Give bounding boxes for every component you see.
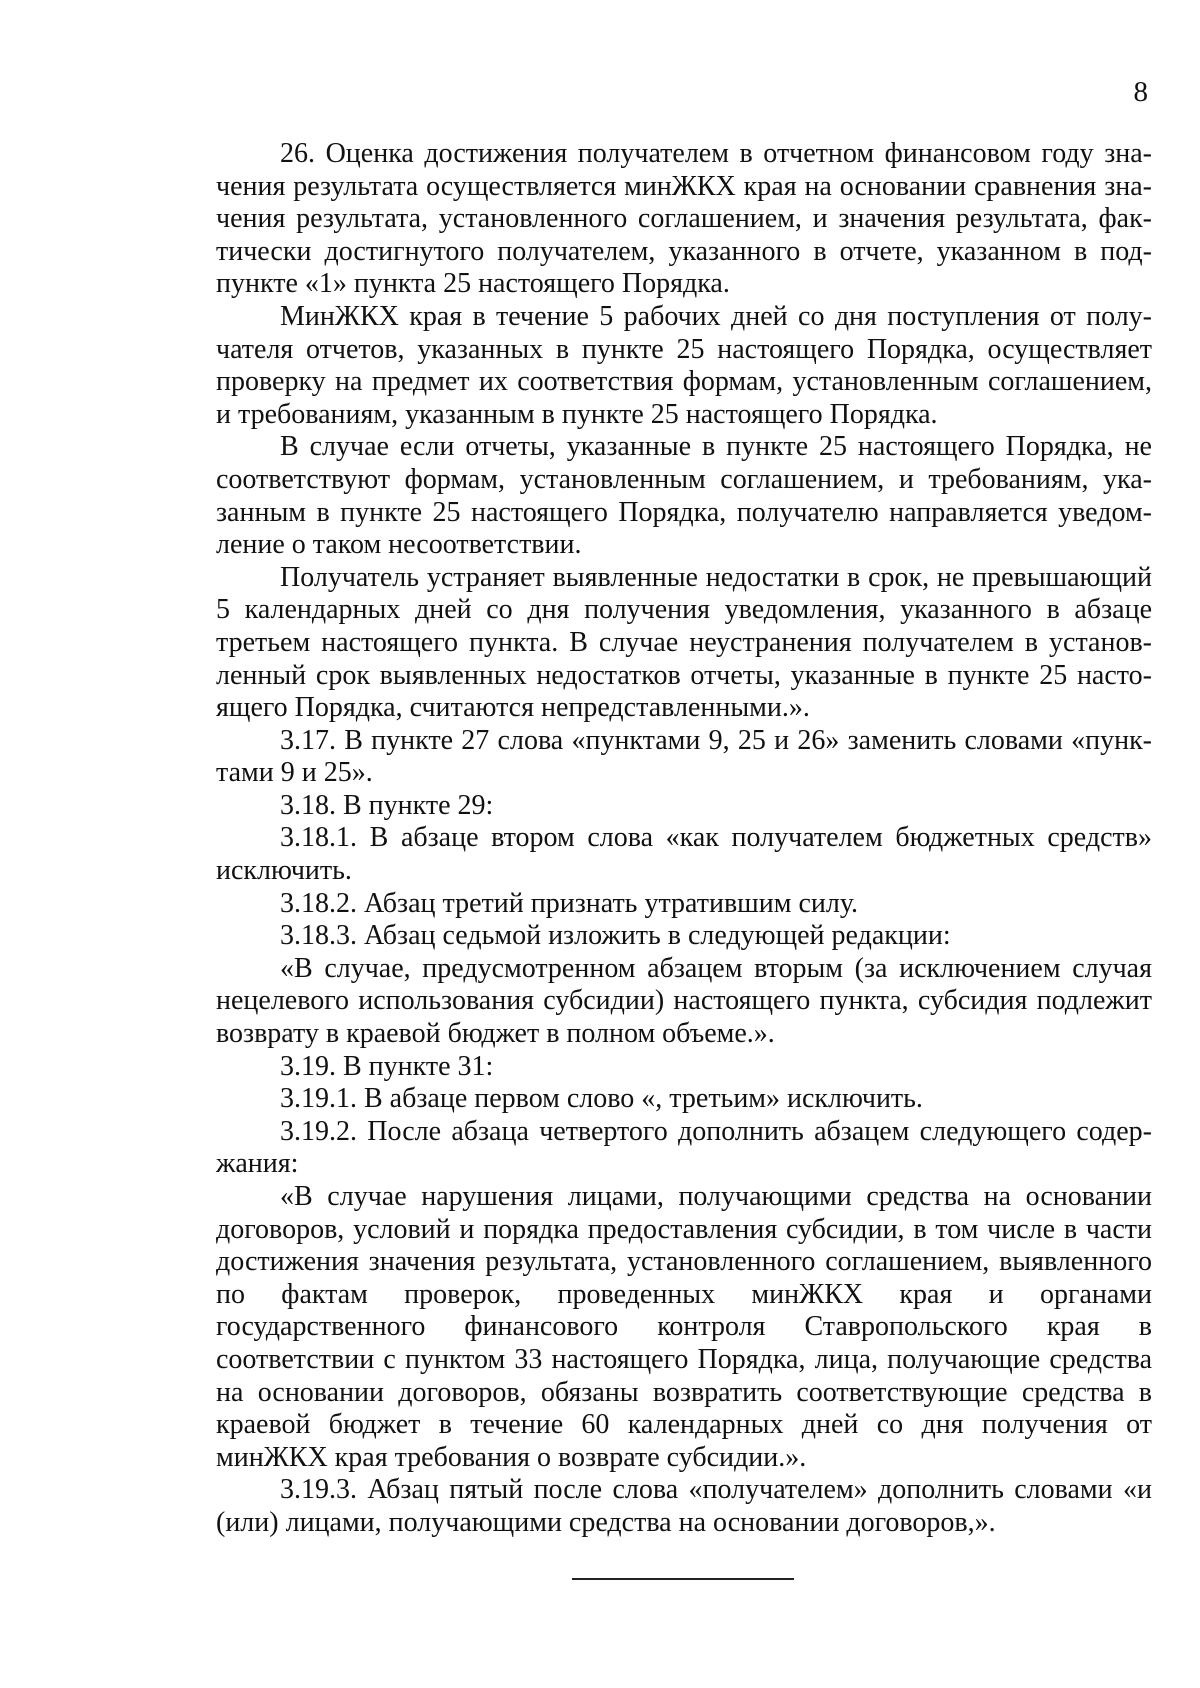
- paragraph-3-19: 3.19. В пункте 31:: [280, 1050, 494, 1082]
- paragraph-3-19-3: 3.19.3. Абзац пятый после слова «получателем» дополнить словами «и (или) лицами, получающими средства на основании договоров,».: [216, 1474, 1152, 1538]
- paragraph-3-18: 3.18. В пункте 29:: [280, 789, 494, 821]
- paragraph-3-19-2: 3.19.2. После абзаца четвертого дополнить абзацем следующего содержания:: [216, 1115, 1152, 1180]
- paragraph-report-check: МинЖКХ края в течение 5 рабочих дней со дня поступления от получателя отчетов, указанных в пункте 25 настоящего Порядка, осуществляет проверку на предмет их соответствия формам, установленным соглашением, и требованиям, указанным в пункте 25 настоящего Порядка.: [216, 300, 1152, 430]
- end-divider-line: [572, 1578, 794, 1580]
- paragraph-quoted-refund-full: «В случае, предусмотренном абзацем вторым (за исключением случая нецелевого использования субсидии) настоящего пункта, субсидия подлежит возврату в краевой бюджет в полном объеме.».: [216, 952, 1152, 1050]
- document-body: [216, 138, 1152, 1540]
- paragraph-3-18-3: 3.18.3. Абзац седьмой изложить в следующей редакции:: [280, 920, 951, 952]
- paragraph-3-18-2: 3.18.2. Абзац третий признать утратившим силу.: [280, 887, 859, 919]
- paragraph-fix-deficiencies: Получатель устраняет выявленные недостатки в срок, не превышающий 5 календарных дней со дня получения уведомления, указанного в абзаце третьем настоящего пункта. В случае неустранения получателем в установленный срок выявленных недостатков отчеты, указанные в пункте 25 настоящего Порядка, считаются непредставленными.».: [216, 561, 1152, 724]
- paragraph-3-18-1: 3.18.1. В абзаце втором слова «как получателем бюджетных средств» исключить.: [216, 822, 1152, 887]
- paragraph-3-19-1: 3.19.1. В абзаце первом слово «, третьим» исключить.: [280, 1083, 923, 1115]
- paragraph-26-assessment: 26. Оценка достижения получателем в отчетном финансовом году значения результата осуществляется минЖКХ края на основании сравнения значения результата, установленного соглашением, и значения результата, фактически достигнутого получателем, указанного в отчете, указанном в подпункте «1» пункта 25 настоящего Порядка.: [216, 138, 1152, 300]
- page-number: 8: [1133, 76, 1148, 108]
- paragraph-3-17: 3.17. В пункте 27 слова «пунктами 9, 25 и 26» заменить словами «пунктами 9 и 25».: [216, 724, 1152, 789]
- paragraph-report-mismatch: В случае если отчеты, указанные в пункте 25 настоящего Порядка, не соответствуют формам, установленным соглашением, и требованиям, указанным в пункте 25 настоящего Порядка, получателю направляется уведомление о таком несоответствии.: [216, 431, 1152, 561]
- paragraph-quoted-violation: «В случае нарушения лицами, получающими средства на основании договоров, условий и порядка предоставления субсидии, в том числе в части достижения значения результата, установленного соглашением, выявленного по фактам проверок, проведенных минЖКХ края и органами государственного финансового контроля Ставропольского края в соответствии с пунктом 33 настоящего Порядка, лица, получающие средства на основании договоров, обязаны возвратить соответствующие средства в краевой бюджет в течение 60 календарных дней со дня получения от минЖКХ края требования о возврате субсидии.».: [216, 1181, 1152, 1473]
